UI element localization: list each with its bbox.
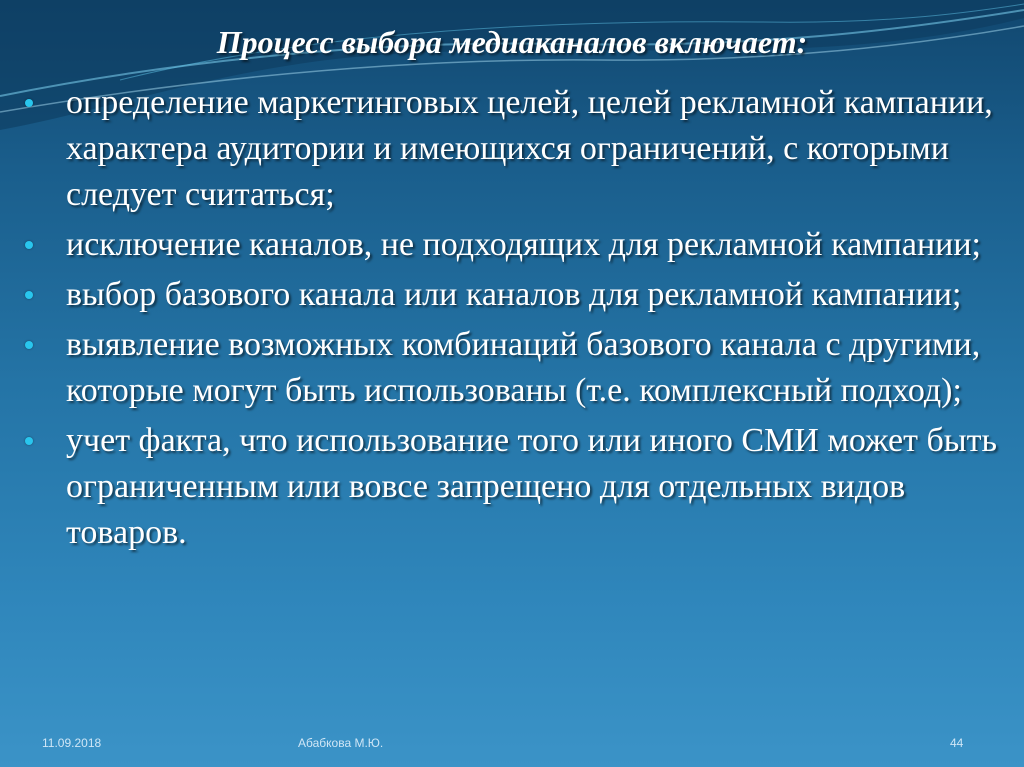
- bullet-dot-icon: [25, 291, 33, 299]
- bullet-text: учет факта, что использование того или иного СМИ может быть ограниченным или вовсе запрещено для отдельных видов товаров.: [66, 422, 998, 551]
- bullet-dot-icon: [25, 437, 33, 445]
- bullet-text: выявление возможных комбинаций базового канала с другими, которые могут быть использованы (т.е. комплексный подход);: [66, 326, 981, 409]
- bullet-dot-icon: [25, 241, 33, 249]
- bullet-dot-icon: [25, 99, 33, 107]
- bullet-item: [22, 418, 1012, 556]
- slide-title: Процесс выбора медиаканалов включает:: [216, 24, 808, 60]
- bullet-list: [22, 80, 1012, 560]
- footer-author: Абабкова М.Ю.: [298, 736, 384, 750]
- bullet-item: [22, 80, 1012, 218]
- bullet-text: определение маркетинговых целей, целей рекламной кампании, характера аудитории и имеющихся ограничений, с которыми следует считаться;: [66, 84, 993, 213]
- footer-page-number: 44: [950, 736, 964, 750]
- bullet-text: выбор базового канала или каналов для рекламной кампании;: [66, 276, 962, 313]
- bullet-item: [22, 322, 1012, 414]
- bullet-item: [22, 272, 1012, 318]
- bullet-item: [22, 222, 1012, 268]
- footer-date: 11.09.2018: [42, 736, 102, 750]
- bullet-text: исключение каналов, не подходящих для рекламной кампании;: [66, 226, 981, 263]
- bullet-dot-icon: [25, 341, 33, 349]
